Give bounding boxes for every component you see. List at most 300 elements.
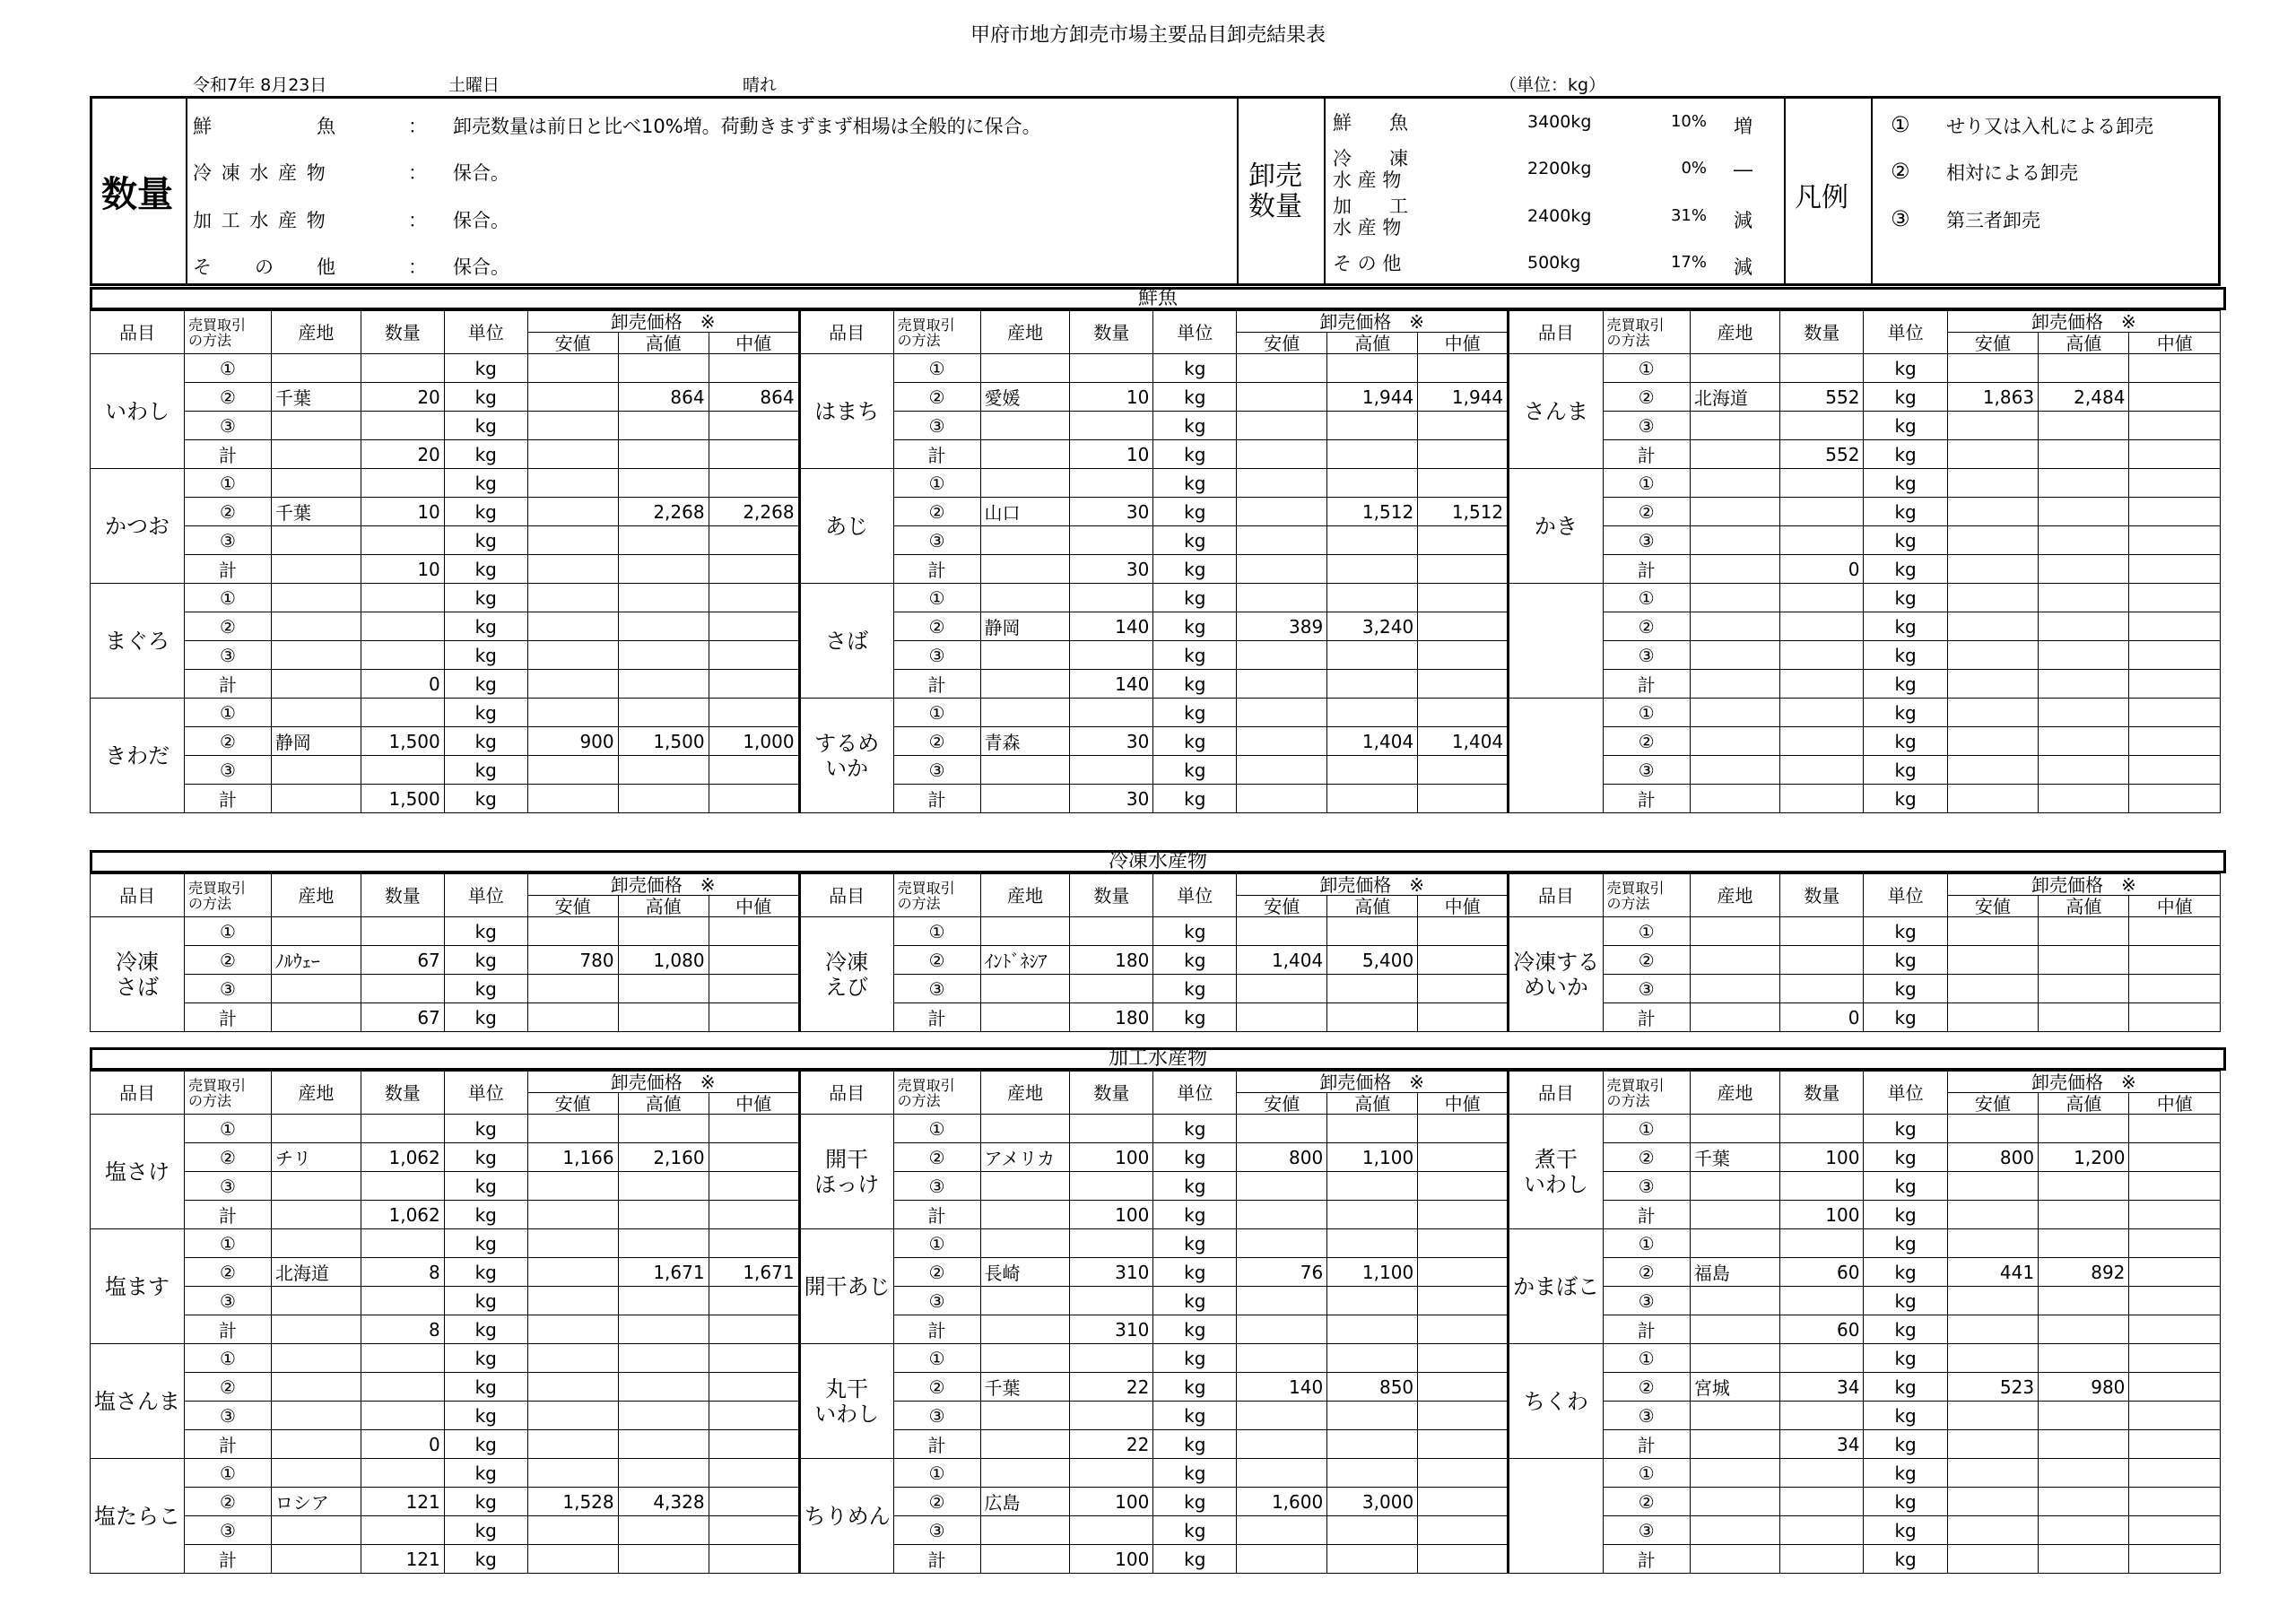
trade-method: ② <box>893 383 980 412</box>
header-qty: 数量 <box>1780 311 1864 354</box>
trade-method: ② <box>893 727 980 756</box>
total-cell: 140 <box>1070 670 1153 699</box>
price-mid-cell <box>1418 354 1509 383</box>
price-high-cell <box>618 1373 709 1402</box>
trade-method: ③ <box>185 975 272 1003</box>
qty-cell: 8 <box>361 1258 444 1287</box>
qty-amount: 2200kg <box>1527 159 1592 178</box>
price-mid-cell <box>2129 1172 2221 1201</box>
price-mid-cell <box>1418 584 1509 612</box>
unit-cell: kg <box>1153 440 1237 469</box>
origin-cell <box>980 1402 1070 1430</box>
header-method: 売買取引 の方法 <box>893 311 980 354</box>
table-row <box>91 1545 2221 1574</box>
price-high-cell <box>618 1315 709 1344</box>
header-price: 卸売価格 ※ <box>527 311 799 333</box>
unit-cell: kg <box>444 1430 527 1459</box>
price-high-cell: 1,500 <box>618 727 709 756</box>
origin-cell <box>1690 1402 1779 1430</box>
qty-cell <box>1070 1344 1153 1373</box>
product-name: かまぼこ <box>1509 1229 1603 1344</box>
price-mid-cell <box>709 699 799 727</box>
price-high-cell <box>618 469 709 498</box>
unit-cell: kg <box>444 1143 527 1172</box>
table-row <box>91 975 2221 1003</box>
origin-cell <box>271 1545 361 1574</box>
qty-cell: 310 <box>1070 1258 1153 1287</box>
price-high-cell <box>1327 641 1418 670</box>
trade-method: 計 <box>893 1201 980 1229</box>
qty-cell: 10 <box>361 498 444 526</box>
qty-cell <box>1780 412 1864 440</box>
price-high-cell: 980 <box>2039 1373 2129 1402</box>
origin-cell <box>980 756 1070 785</box>
origin-cell: チリ <box>271 1143 361 1172</box>
origin-cell: 北海道 <box>271 1258 361 1287</box>
qty-cell: 1,062 <box>361 1143 444 1172</box>
price-mid-cell <box>709 975 799 1003</box>
price-mid-cell <box>1418 946 1509 975</box>
price-low-cell <box>1947 917 2038 946</box>
price-mid-cell <box>2129 1229 2221 1258</box>
price-high-cell <box>1327 1344 1418 1373</box>
header-mid: 中値 <box>1418 333 1509 354</box>
table-row <box>91 354 2221 383</box>
price-low-cell <box>527 1115 618 1143</box>
price-mid-cell <box>709 917 799 946</box>
price-high-cell <box>1327 526 1418 555</box>
price-low-cell <box>1947 1488 2038 1516</box>
table-row <box>91 756 2221 785</box>
price-mid-cell <box>1418 412 1509 440</box>
price-high-cell <box>2039 946 2129 975</box>
price-high-cell <box>2039 1545 2129 1574</box>
qty-cell <box>1780 975 1864 1003</box>
total-cell: 121 <box>361 1545 444 1574</box>
qty-cell <box>361 354 444 383</box>
qty-cell <box>361 1115 444 1143</box>
unit-cell: kg <box>444 1229 527 1258</box>
trade-method: ① <box>893 1115 980 1143</box>
unit-cell: kg <box>1864 756 1947 785</box>
table-row <box>91 612 2221 641</box>
trade-method: ② <box>893 612 980 641</box>
price-low-cell <box>527 917 618 946</box>
unit-cell: kg <box>1864 469 1947 498</box>
trade-method: ① <box>893 1344 980 1373</box>
price-mid-cell: 1,512 <box>1418 498 1509 526</box>
unit-cell: kg <box>1153 785 1237 813</box>
unit-cell: kg <box>444 526 527 555</box>
header-qty: 数量 <box>361 311 444 354</box>
price-high-cell <box>2039 469 2129 498</box>
origin-cell <box>1690 1201 1779 1229</box>
table-row <box>91 727 2221 756</box>
price-low-cell <box>527 1344 618 1373</box>
unit-cell: kg <box>1864 584 1947 612</box>
unit-cell: kg <box>444 641 527 670</box>
header-item: 品目 <box>1509 874 1603 917</box>
origin-cell <box>980 699 1070 727</box>
price-mid-cell <box>709 584 799 612</box>
price-low-cell <box>1947 1545 2038 1574</box>
origin-cell <box>271 526 361 555</box>
table-row <box>91 1172 2221 1201</box>
price-low-cell <box>1947 1003 2038 1032</box>
trade-method: ③ <box>185 1287 272 1315</box>
qty-cell <box>361 975 444 1003</box>
price-mid-cell <box>2129 727 2221 756</box>
unit-cell: kg <box>1864 1115 1947 1143</box>
qty-cell <box>1780 641 1864 670</box>
price-low-cell <box>1947 469 2038 498</box>
origin-cell <box>980 1459 1070 1488</box>
origin-cell <box>1690 555 1779 584</box>
qty-cell <box>1780 699 1864 727</box>
qty-cell <box>361 469 444 498</box>
price-mid-cell <box>2129 1402 2221 1430</box>
price-mid-cell <box>1418 469 1509 498</box>
price-high-cell: 892 <box>2039 1258 2129 1287</box>
unit-cell: kg <box>1153 412 1237 440</box>
qty-cell: 30 <box>1070 727 1153 756</box>
qty-cell: 140 <box>1070 612 1153 641</box>
origin-cell <box>1690 699 1779 727</box>
unit-cell: kg <box>1864 354 1947 383</box>
price-high-cell: 2,268 <box>618 498 709 526</box>
origin-cell <box>1690 584 1779 612</box>
product-name: かつお <box>91 469 185 584</box>
unit-cell: kg <box>1864 1459 1947 1488</box>
trade-method: ① <box>893 354 980 383</box>
unit-cell: kg <box>1153 555 1237 584</box>
unit-cell: kg <box>1864 1373 1947 1402</box>
qty-cell: 60 <box>1780 1258 1864 1287</box>
trade-method: ② <box>1603 1258 1690 1287</box>
table-row <box>91 440 2221 469</box>
price-low-cell <box>1237 1115 1327 1143</box>
origin-cell: 山口 <box>980 498 1070 526</box>
price-low-cell <box>527 440 618 469</box>
qty-cell <box>1070 917 1153 946</box>
origin-cell <box>1690 354 1779 383</box>
table-row <box>91 1459 2221 1488</box>
unit-cell: kg <box>1864 1201 1947 1229</box>
price-mid-cell <box>2129 440 2221 469</box>
total-cell: 100 <box>1780 1201 1864 1229</box>
unit-cell: kg <box>1153 756 1237 785</box>
table-row <box>91 917 2221 946</box>
origin-cell <box>980 1287 1070 1315</box>
price-low-cell <box>1237 526 1327 555</box>
unit-cell: kg <box>1153 1143 1237 1172</box>
trade-method: ② <box>1603 1488 1690 1516</box>
qty-cell: 100 <box>1780 1143 1864 1172</box>
origin-cell: 千葉 <box>271 498 361 526</box>
origin-cell <box>980 1003 1070 1032</box>
qty-cell <box>1780 1229 1864 1258</box>
qty-cell <box>1070 469 1153 498</box>
product-name: さんま <box>1509 354 1603 469</box>
trade-method: ① <box>185 699 272 727</box>
origin-cell <box>1690 612 1779 641</box>
product-name: あじ <box>799 469 893 584</box>
price-low-cell <box>1237 1229 1327 1258</box>
trade-method: 計 <box>893 555 980 584</box>
price-mid-cell <box>1418 756 1509 785</box>
trade-method: 計 <box>1603 440 1690 469</box>
unit-cell: kg <box>444 383 527 412</box>
trade-method: ① <box>893 584 980 612</box>
header-high: 高値 <box>2039 1093 2129 1115</box>
trade-method: ② <box>185 498 272 526</box>
unit-cell: kg <box>1153 383 1237 412</box>
header-origin: 産地 <box>980 1072 1070 1115</box>
product-name: 冷凍する めいか <box>1509 917 1603 1032</box>
price-mid-cell <box>709 1373 799 1402</box>
origin-cell <box>271 917 361 946</box>
price-low-cell <box>527 1287 618 1315</box>
price-low-cell <box>527 584 618 612</box>
legend-text: せり又は入札による卸売 <box>1946 116 2153 137</box>
origin-cell: 千葉 <box>271 383 361 412</box>
price-mid-cell <box>709 1315 799 1344</box>
trade-method: 計 <box>1603 1430 1690 1459</box>
origin-cell <box>980 555 1070 584</box>
trade-method: ③ <box>1603 1172 1690 1201</box>
trade-method: ① <box>893 917 980 946</box>
qty-cell <box>361 1172 444 1201</box>
trade-method: ① <box>1603 1115 1690 1143</box>
product-name: 塩たらこ <box>91 1459 185 1574</box>
total-cell: 100 <box>1070 1201 1153 1229</box>
header-item: 品目 <box>1509 311 1603 354</box>
price-low-cell <box>1947 785 2038 813</box>
unit-cell: kg <box>444 469 527 498</box>
price-high-cell <box>618 1402 709 1430</box>
header-low: 安値 <box>1947 896 2038 917</box>
header-mid: 中値 <box>709 1093 799 1115</box>
unit-cell: kg <box>444 670 527 699</box>
price-mid-cell <box>2129 1287 2221 1315</box>
total-cell: 10 <box>361 555 444 584</box>
price-mid-cell <box>709 670 799 699</box>
trade-method: ② <box>185 1488 272 1516</box>
header-price: 卸売価格 ※ <box>1947 311 2220 333</box>
header-unit: 単位 <box>1864 311 1947 354</box>
product-name: 塩さけ <box>91 1115 185 1229</box>
origin-cell <box>271 469 361 498</box>
unit-cell: kg <box>1864 641 1947 670</box>
price-low-cell <box>1947 1516 2038 1545</box>
unit-cell: kg <box>1153 1229 1237 1258</box>
origin-cell: 静岡 <box>271 727 361 756</box>
origin-cell <box>271 1430 361 1459</box>
trade-method: ③ <box>185 1402 272 1430</box>
trade-method: ① <box>1603 1459 1690 1488</box>
trade-method: 計 <box>1603 1545 1690 1574</box>
origin-cell <box>980 584 1070 612</box>
trade-method: ③ <box>1603 1287 1690 1315</box>
price-mid-cell <box>709 1545 799 1574</box>
header-low: 安値 <box>1947 1093 2038 1115</box>
price-high-cell: 1,404 <box>1327 727 1418 756</box>
price-high-cell <box>2039 1003 2129 1032</box>
price-mid-cell <box>709 1459 799 1488</box>
price-high-cell <box>2039 1344 2129 1373</box>
trade-method: 計 <box>185 440 272 469</box>
price-high-cell <box>2039 785 2129 813</box>
trade-method: ② <box>1603 498 1690 526</box>
qty-cell <box>361 756 444 785</box>
trade-method: ① <box>185 917 272 946</box>
total-cell: 0 <box>361 1430 444 1459</box>
section-bar: 鮮魚 <box>90 287 2226 310</box>
origin-cell <box>271 1373 361 1402</box>
total-cell: 10 <box>1070 440 1153 469</box>
price-high-cell <box>2039 1315 2129 1344</box>
header-unit: 単位 <box>1153 874 1237 917</box>
origin-cell <box>271 1172 361 1201</box>
price-mid-cell <box>1418 670 1509 699</box>
unit-cell: kg <box>1153 975 1237 1003</box>
summary-text: 保合。 <box>453 256 509 278</box>
price-high-cell <box>618 1430 709 1459</box>
unit-cell: kg <box>444 756 527 785</box>
unit-cell: kg <box>1864 975 1947 1003</box>
header-unit: 単位 <box>444 311 527 354</box>
price-low-cell: 140 <box>1237 1373 1327 1402</box>
summary-label: 数量 <box>101 174 173 215</box>
qty-cell <box>1070 584 1153 612</box>
origin-cell <box>980 785 1070 813</box>
trade-method: 計 <box>1603 1315 1690 1344</box>
price-mid-cell <box>2129 917 2221 946</box>
trade-method: ③ <box>1603 1402 1690 1430</box>
report-date: 令和7年 8月23日 <box>193 75 327 95</box>
price-high-cell <box>618 641 709 670</box>
price-high-cell <box>2039 440 2129 469</box>
price-mid-cell <box>2129 785 2221 813</box>
header-method: 売買取引 の方法 <box>185 311 272 354</box>
qty-cell <box>1780 1402 1864 1430</box>
product-name: きわだ <box>91 699 185 813</box>
header-origin: 産地 <box>1690 1072 1779 1115</box>
origin-cell <box>980 975 1070 1003</box>
price-high-cell <box>2039 412 2129 440</box>
price-high-cell <box>1327 670 1418 699</box>
origin-cell <box>980 1115 1070 1143</box>
price-low-cell <box>1237 1344 1327 1373</box>
qty-cell: 1,500 <box>361 727 444 756</box>
origin-cell <box>271 641 361 670</box>
product-name <box>1509 699 1603 813</box>
price-mid-cell <box>2129 383 2221 412</box>
table-row <box>91 555 2221 584</box>
price-high-cell <box>1327 756 1418 785</box>
table-row <box>91 469 2221 498</box>
header-origin: 産地 <box>271 1072 361 1115</box>
price-high-cell <box>1327 1516 1418 1545</box>
price-high-cell <box>2039 1287 2129 1315</box>
unit-cell: kg <box>444 1115 527 1143</box>
price-mid-cell <box>2129 354 2221 383</box>
origin-cell: 広島 <box>980 1488 1070 1516</box>
header-unit: 単位 <box>1153 1072 1237 1115</box>
qty-cell <box>361 1344 444 1373</box>
header-origin: 産地 <box>1690 311 1779 354</box>
unit-cell: kg <box>1153 1545 1237 1574</box>
price-high-cell <box>1327 1172 1418 1201</box>
table-row <box>91 670 2221 699</box>
total-cell: 100 <box>1070 1545 1153 1574</box>
unit-cell: kg <box>1864 1003 1947 1032</box>
table-row <box>91 785 2221 813</box>
qty-cell <box>1070 1287 1153 1315</box>
price-mid-cell <box>1418 1545 1509 1574</box>
unit-cell: kg <box>1864 383 1947 412</box>
unit-cell: kg <box>1153 946 1237 975</box>
price-low-cell <box>1237 756 1327 785</box>
price-low-cell <box>1947 526 2038 555</box>
origin-cell <box>1690 670 1779 699</box>
trade-method: 計 <box>893 785 980 813</box>
qty-cell <box>1070 1516 1153 1545</box>
summary-category: 冷 凍 水 産 物 <box>193 162 327 184</box>
origin-cell <box>271 1516 361 1545</box>
qty-cell <box>1070 1459 1153 1488</box>
price-high-cell <box>1327 1315 1418 1344</box>
header-high: 高値 <box>1327 896 1418 917</box>
qty-category: 鮮 魚 <box>1333 112 1408 134</box>
unit-cell: kg <box>444 354 527 383</box>
summary-colon: ： <box>408 256 427 278</box>
unit-cell: kg <box>1153 1172 1237 1201</box>
price-mid-cell <box>1418 1003 1509 1032</box>
summary-box <box>90 96 2221 286</box>
total-cell <box>1780 1545 1864 1574</box>
price-high-cell <box>1327 975 1418 1003</box>
product-name: ちくわ <box>1509 1344 1603 1459</box>
price-low-cell <box>1237 641 1327 670</box>
price-low-cell: 389 <box>1237 612 1327 641</box>
price-mid-cell <box>709 1143 799 1172</box>
header-qty: 数量 <box>1070 874 1153 917</box>
summary-text: 保合。 <box>453 210 509 231</box>
header-price: 卸売価格 ※ <box>1237 1072 1509 1093</box>
qty-cell <box>1780 612 1864 641</box>
unit-cell: kg <box>1153 699 1237 727</box>
trade-method: 計 <box>893 1315 980 1344</box>
price-low-cell: 1,600 <box>1237 1488 1327 1516</box>
price-low-cell <box>1237 699 1327 727</box>
header-low: 安値 <box>1237 1093 1327 1115</box>
price-mid-cell <box>1418 1402 1509 1430</box>
unit-cell: kg <box>444 555 527 584</box>
qty-cell <box>361 526 444 555</box>
trade-method: ② <box>185 383 272 412</box>
trade-method: ① <box>893 1229 980 1258</box>
summary-category: 加 工 水 産 物 <box>193 210 327 231</box>
price-low-cell <box>1947 1229 2038 1258</box>
price-high-cell: 2,160 <box>618 1143 709 1172</box>
price-low-cell <box>527 670 618 699</box>
trade-method: ② <box>1603 946 1690 975</box>
price-low-cell <box>527 975 618 1003</box>
price-mid-cell <box>1418 1143 1509 1172</box>
trade-method: 計 <box>893 670 980 699</box>
price-low-cell <box>527 354 618 383</box>
